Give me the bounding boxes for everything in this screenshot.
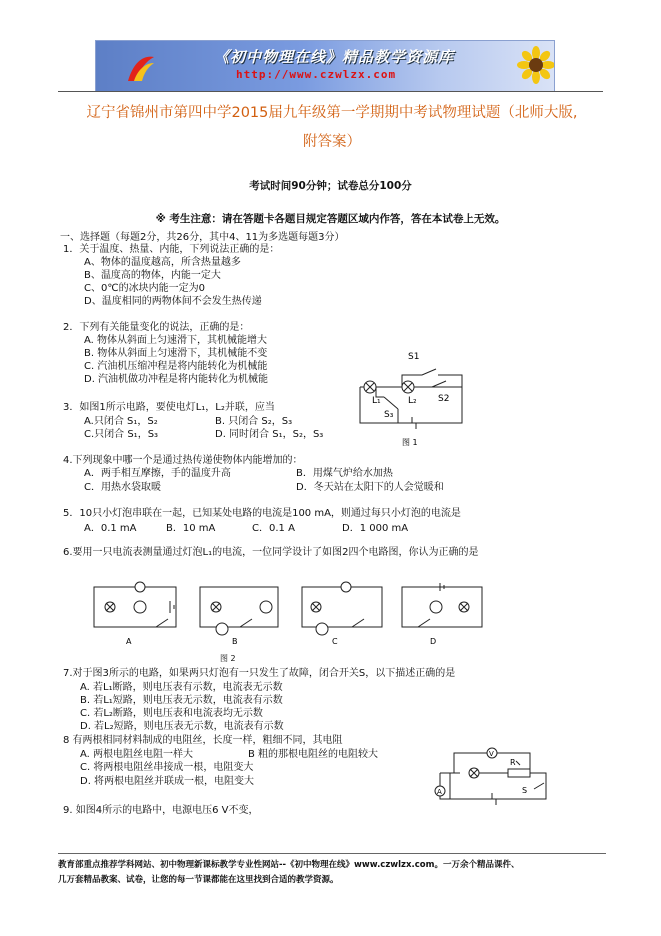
fig4-label-v: V (489, 750, 494, 758)
q1-option-a: A、物体的温度越高，所含热量越多 (84, 257, 241, 268)
fig1-caption: 图 1 (402, 438, 418, 447)
q8-option-d: D. 将两根电阻丝并联成一根，电阻变大 (80, 776, 255, 787)
q4-option-c: C．用热水袋取暖 (84, 482, 161, 493)
q3-option-a: A.只闭合 S₁，S₂ (84, 416, 158, 427)
exam-notice: ※ 考生注意：请在答题卡各题目规定答题区域内作答，答在本试卷上无效。 (155, 213, 506, 225)
q2-stem: 2．下列有关能量变化的说法，正确的是： (63, 322, 250, 333)
site-logo-icon (124, 51, 158, 85)
q3-option-c: C.只闭合 S₁，S₃ (84, 429, 159, 440)
q2-option-a: A. 物体从斜面上匀速滑下，其机械能增大 (84, 335, 268, 346)
footer-line-1: 教育部重点推荐学科网站、初中物理新课标教学专业性网站--《初中物理在线》www.czwlzx.com。一万余个精品课件、 (58, 860, 520, 870)
fig1-label-l2: L₂ (408, 396, 417, 406)
q8-option-c: C. 将两根电阻丝串接成一根，电阻变大 (80, 762, 254, 773)
site-banner (95, 40, 555, 92)
q2-option-d: D. 汽油机做功冲程是将内能转化为机械能 (84, 374, 269, 385)
fig2-letter-b: B (232, 637, 238, 646)
q7-option-b: B. 若L₁短路，则电压表无示数，电流表有示数 (80, 695, 283, 706)
q4-option-d: D．冬天站在太阳下的人会觉暖和 (296, 482, 444, 493)
header-divider (58, 91, 603, 92)
q6-stem: 6.要用一只电流表测量通过灯泡L₁的电流，一位同学设计了如图2四个电路图，你认为正确的是 (63, 547, 479, 558)
document-title-line-2: 附答案） (303, 134, 361, 150)
footer-divider (58, 853, 606, 854)
q5-option-b: B．10 mA (166, 523, 216, 534)
q2-option-c: C. 汽油机压缩冲程是将内能转化为机械能 (84, 361, 268, 372)
q8-option-b: B 粗的那根电阻丝的电阻较大 (248, 749, 379, 760)
q5-stem: 5．10只小灯泡串联在一起，已知某处电路的电流是100 mA，则通过每只小灯泡的电流是 (63, 508, 461, 519)
fig2-letter-c: C (332, 637, 338, 646)
page-footer (58, 858, 608, 888)
q7-option-c: C. 若L₂断路，则电压表和电流表均无示数 (80, 708, 263, 719)
fig1-label-l1: L₁ (372, 396, 381, 406)
q2-option-b: B. 物体从斜面上匀速滑下，其机械能不变 (84, 348, 268, 359)
footer-line-2: 几万套精品教案、试卷，让您的每一节课都能在这里找到合适的教学资源。 (58, 875, 339, 885)
q7-stem: 7.对于图3所示的电路，如果两只灯泡有一只发生了故障，闭合开关S，以下描述正确的是 (63, 668, 456, 679)
q1-option-b: B、温度高的物体，内能一定大 (84, 270, 221, 281)
banner-url[interactable]: http://www.czwlzx.com (236, 68, 397, 81)
q3-option-d: D. 同时闭合 S₁，S₂，S₃ (215, 429, 324, 440)
exam-meta: 考试时间90分钟；试卷总分100分 (249, 180, 412, 192)
section-heading: 一、选择题（每题2分，共26分，其中4、11为多选题每题3分） (60, 232, 345, 243)
q3-stem: 3．如图1所示电路，要使电灯L₁，L₂并联，应当 (63, 402, 275, 413)
fig4-label-s: S (522, 786, 528, 795)
q4-stem: 4.下列现象中哪一个是通过热传递使物体内能增加的： (63, 455, 303, 466)
q8-option-a: A. 两根电阻丝电阻一样大 (80, 749, 194, 760)
q8-stem: 8 有两根相同材料制成的电阻丝，长度一样，粗细不同，其电阻 (63, 735, 343, 746)
document-title-line-1: 辽宁省锦州市第四中学2015届九年级第一学期期中考试物理试题（北师大版, (86, 105, 578, 121)
q4-option-a: A．两手相互摩擦，手的温度升高 (84, 468, 231, 479)
fig4-label-a: A (437, 788, 442, 796)
q4-option-b: B．用煤气炉给水加热 (296, 468, 393, 479)
q7-option-d: D. 若L₂短路，则电压表无示数，电流表有示数 (80, 721, 284, 732)
fig1-label-s3: S₃ (384, 410, 394, 420)
q9-stem: 9. 如图4所示的电路中，电源电压6 V不变， (63, 805, 259, 816)
fig2-letter-a: A (126, 637, 132, 646)
banner-title: 《初中物理在线》精品教学资源库 (214, 48, 455, 66)
figure-2-circuits (90, 577, 490, 652)
figure-4-circuit (430, 745, 560, 805)
q3-option-b: B. 只闭合 S₂，S₃ (215, 416, 293, 427)
q5-option-c: C．0.1 A (252, 523, 295, 534)
q1-option-c: C、0℃的冰块内能一定为0 (84, 283, 205, 294)
q7-option-a: A. 若L₁断路，则电压表有示数，电流表无示数 (80, 682, 283, 693)
q5-option-a: A．0.1 mA (84, 523, 137, 534)
fig2-letter-d: D (430, 637, 437, 646)
q5-option-d: D．1 000 mA (342, 523, 409, 534)
q1-stem: 1．关于温度、热量、内能，下列说法正确的是： (63, 244, 280, 255)
figure-1-circuit (350, 345, 470, 450)
fig4-label-r: R (510, 758, 516, 767)
fig1-label-s1: S1 (408, 352, 420, 362)
sunflower-icon (516, 45, 555, 85)
fig1-label-s2: S2 (438, 394, 450, 404)
q1-option-d: D、温度相同的两物体间不会发生热传递 (84, 296, 262, 307)
document-title (58, 99, 606, 157)
fig2-caption: 图 2 (220, 654, 236, 663)
